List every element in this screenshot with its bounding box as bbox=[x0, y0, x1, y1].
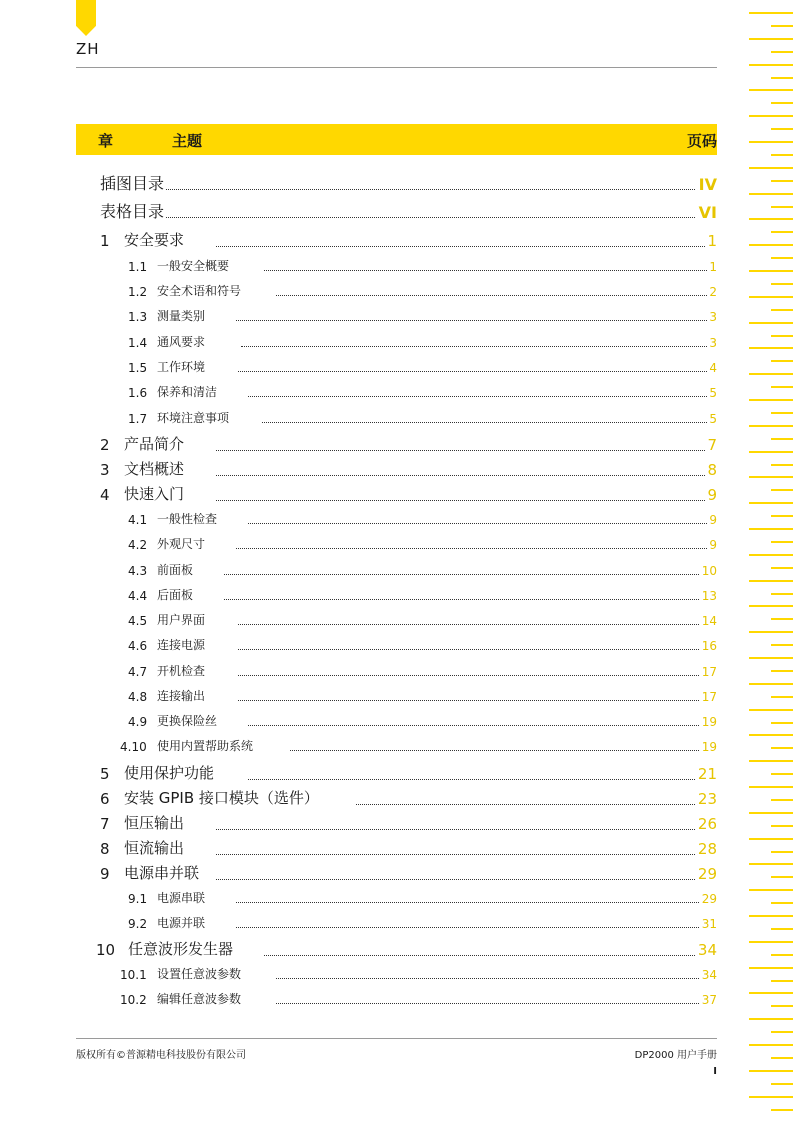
edge-mark bbox=[771, 464, 793, 466]
toc-entry-page: 3 bbox=[709, 310, 717, 324]
toc-section-entry[interactable] bbox=[76, 283, 717, 299]
dot-leader bbox=[236, 902, 699, 903]
toc-entry-title: 保养和清洁 bbox=[157, 385, 218, 399]
toc-entry-title: 表格目录 bbox=[100, 202, 165, 221]
edge-mark bbox=[771, 231, 793, 233]
edge-mark bbox=[749, 218, 793, 220]
toc-section-entry[interactable] bbox=[76, 536, 717, 552]
dot-leader bbox=[262, 422, 707, 423]
toc-entry-page: 23 bbox=[697, 790, 717, 808]
edge-mark bbox=[771, 618, 793, 620]
dot-leader bbox=[248, 779, 695, 780]
edge-mark bbox=[771, 360, 793, 362]
toc-chapter-entry[interactable] bbox=[76, 484, 717, 504]
toc-entry-number: 10.2 bbox=[120, 993, 147, 1007]
toc-entry-title: 一般性检查 bbox=[157, 512, 218, 526]
toc-section-entry[interactable] bbox=[76, 587, 717, 603]
edge-mark bbox=[771, 954, 793, 956]
edge-mark bbox=[771, 773, 793, 775]
toc-entry-title: 电源串联 bbox=[157, 891, 206, 905]
toc-entry-page: 16 bbox=[701, 639, 717, 653]
toc-entry-page: 2 bbox=[709, 285, 717, 299]
edge-mark bbox=[749, 270, 793, 272]
toc-section-entry[interactable] bbox=[76, 334, 717, 350]
edge-mark bbox=[749, 12, 793, 14]
toc-entry-number: 4.2 bbox=[128, 538, 148, 552]
toc-entry-page: 9 bbox=[707, 486, 717, 504]
edge-mark bbox=[771, 1005, 793, 1007]
toc-chapter-entry[interactable] bbox=[76, 939, 717, 959]
toc-entry-title: 恒流输出 bbox=[124, 839, 185, 857]
edge-mark bbox=[749, 347, 793, 349]
edge-mark bbox=[771, 386, 793, 388]
toc-section-entry[interactable] bbox=[76, 713, 717, 729]
toc-section-entry[interactable] bbox=[76, 688, 717, 704]
toc-entry-title: 用户界面 bbox=[157, 613, 206, 627]
dot-leader bbox=[276, 978, 699, 979]
toc-entry-number: 2 bbox=[100, 436, 110, 454]
toc-section-entry[interactable] bbox=[76, 384, 717, 400]
toc-entry-title: 一般安全概要 bbox=[157, 259, 230, 273]
edge-mark bbox=[749, 967, 793, 969]
edge-mark bbox=[749, 322, 793, 324]
toc-entry-page: 34 bbox=[701, 968, 717, 982]
dot-leader bbox=[238, 624, 699, 625]
dot-leader bbox=[166, 189, 695, 190]
edge-mark bbox=[771, 335, 793, 337]
toc-entry-number: 10.1 bbox=[120, 968, 147, 982]
toc-entry-title: 使用保护功能 bbox=[124, 764, 215, 782]
toc-entry-title: 通风要求 bbox=[157, 335, 206, 349]
toc-entry-number: 4.9 bbox=[128, 715, 148, 729]
edge-mark bbox=[771, 696, 793, 698]
toc-entry-page: 13 bbox=[701, 589, 717, 603]
edge-mark bbox=[771, 128, 793, 130]
edge-mark bbox=[749, 915, 793, 917]
edge-mark bbox=[771, 851, 793, 853]
edge-mark bbox=[749, 502, 793, 504]
edge-mark bbox=[749, 193, 793, 195]
toc-entry-page: 9 bbox=[709, 538, 717, 552]
edge-mark bbox=[749, 296, 793, 298]
dot-leader bbox=[276, 295, 707, 296]
edge-mark bbox=[749, 760, 793, 762]
edge-mark bbox=[771, 928, 793, 930]
edge-mark bbox=[771, 670, 793, 672]
edge-mark bbox=[749, 863, 793, 865]
toc-entry-number: 4 bbox=[100, 486, 110, 504]
edge-mark bbox=[771, 515, 793, 517]
dot-leader bbox=[224, 574, 699, 575]
toc-section-entry[interactable] bbox=[76, 511, 717, 527]
edge-mark bbox=[749, 451, 793, 453]
edge-mark bbox=[771, 644, 793, 646]
toc-entry-title: 电源串并联 bbox=[124, 864, 200, 882]
toc-entry-title: 前面板 bbox=[157, 563, 194, 577]
edge-mark bbox=[771, 412, 793, 414]
dot-leader bbox=[238, 675, 699, 676]
dot-leader bbox=[238, 371, 707, 372]
toc-entry-number: 5 bbox=[100, 765, 110, 783]
edge-mark bbox=[749, 373, 793, 375]
toc-entry-title: 快速入门 bbox=[124, 485, 185, 503]
edge-mark bbox=[771, 825, 793, 827]
dot-leader bbox=[264, 955, 695, 956]
edge-mark bbox=[749, 64, 793, 66]
dot-leader bbox=[216, 246, 705, 247]
dot-leader bbox=[216, 854, 695, 855]
toc-entry-number: 4.10 bbox=[120, 740, 147, 754]
header-page: 页码 bbox=[686, 132, 717, 150]
toc-entry-title: 插图目录 bbox=[100, 174, 165, 193]
toc-chapter-entry[interactable] bbox=[76, 434, 717, 454]
toc-entry-page: 29 bbox=[697, 865, 717, 883]
edge-mark bbox=[749, 476, 793, 478]
toc-entry-page: 1 bbox=[707, 232, 717, 250]
edge-mark bbox=[749, 631, 793, 633]
toc-entry-number: 9 bbox=[100, 865, 110, 883]
toc-entry-page: 14 bbox=[701, 614, 717, 628]
edge-mark bbox=[749, 1070, 793, 1072]
toc-entry-page: 37 bbox=[701, 993, 717, 1007]
toc-entry-title: 测量类别 bbox=[157, 309, 206, 323]
toc-entry-number: 6 bbox=[100, 790, 110, 808]
edge-mark bbox=[749, 812, 793, 814]
toc-entry-page: 26 bbox=[697, 815, 717, 833]
toc-section-entry[interactable] bbox=[76, 890, 717, 906]
edge-mark bbox=[771, 1031, 793, 1033]
dot-leader bbox=[356, 804, 695, 805]
toc-entry-title: 连接输出 bbox=[157, 689, 206, 703]
edge-mark bbox=[771, 1109, 793, 1111]
toc-entry-page: 5 bbox=[709, 412, 717, 426]
toc-entry-title: 连接电源 bbox=[157, 638, 206, 652]
edge-mark bbox=[771, 102, 793, 104]
edge-mark bbox=[771, 980, 793, 982]
dot-leader bbox=[238, 649, 699, 650]
toc-entry-title: 工作环境 bbox=[157, 360, 206, 374]
toc-entry-number: 1.5 bbox=[128, 361, 148, 375]
toc-entry-page: 17 bbox=[701, 665, 717, 679]
toc-entry-page: IV bbox=[698, 175, 717, 194]
toc-front-entry[interactable] bbox=[76, 200, 717, 222]
dot-leader bbox=[216, 879, 695, 880]
edge-mark bbox=[749, 605, 793, 607]
dot-leader bbox=[248, 396, 707, 397]
edge-mark bbox=[771, 180, 793, 182]
edge-mark bbox=[771, 593, 793, 595]
edge-mark bbox=[749, 709, 793, 711]
toc-entry-page: 28 bbox=[697, 840, 717, 858]
toc-entry-title: 外观尺寸 bbox=[157, 537, 206, 551]
toc-entry-number: 1.3 bbox=[128, 310, 148, 324]
toc-chapter-entry[interactable] bbox=[76, 813, 717, 833]
header-topic: 主题 bbox=[172, 132, 203, 150]
toc-front-entry[interactable] bbox=[76, 172, 717, 194]
toc-entry-title: 更换保险丝 bbox=[157, 714, 218, 728]
toc-entry-title: 安装 GPIB 接口模块（选件） bbox=[124, 789, 319, 807]
edge-mark bbox=[749, 399, 793, 401]
toc-entry-title: 产品简介 bbox=[124, 435, 185, 453]
bottom-divider bbox=[76, 1038, 717, 1039]
toc-chapter-entry[interactable] bbox=[76, 838, 717, 858]
toc-entry-number: 1.7 bbox=[128, 412, 148, 426]
edge-mark bbox=[749, 889, 793, 891]
dot-leader bbox=[290, 750, 699, 751]
toc-entry-title: 安全术语和符号 bbox=[157, 284, 242, 298]
edge-mark bbox=[749, 786, 793, 788]
edge-mark bbox=[749, 1044, 793, 1046]
dot-leader bbox=[238, 700, 699, 701]
footer-copyright: 版权所有©普源精电科技股份有限公司 bbox=[76, 1050, 246, 1061]
table-of-contents bbox=[76, 0, 717, 1122]
toc-entry-title: 安全要求 bbox=[124, 231, 185, 249]
toc-section-entry[interactable] bbox=[76, 308, 717, 324]
dot-leader bbox=[236, 927, 699, 928]
edge-mark bbox=[771, 77, 793, 79]
toc-entry-number: 1.4 bbox=[128, 336, 148, 350]
toc-entry-title: 电源并联 bbox=[157, 916, 206, 930]
toc-entry-page: 31 bbox=[701, 917, 717, 931]
toc-entry-number: 7 bbox=[100, 815, 110, 833]
edge-mark bbox=[771, 799, 793, 801]
toc-entry-number: 4.3 bbox=[128, 564, 148, 578]
toc-entry-title: 使用内置帮助系统 bbox=[157, 739, 254, 753]
toc-entry-title: 任意波形发生器 bbox=[128, 940, 234, 958]
toc-chapter-entry[interactable] bbox=[76, 763, 717, 783]
dot-leader bbox=[236, 320, 707, 321]
toc-entry-title: 设置任意波参数 bbox=[157, 967, 242, 981]
edge-mark bbox=[749, 1018, 793, 1020]
toc-section-entry[interactable] bbox=[76, 966, 717, 982]
toc-section-entry[interactable] bbox=[76, 562, 717, 578]
dot-leader bbox=[248, 523, 707, 524]
edge-mark bbox=[771, 567, 793, 569]
edge-mark bbox=[749, 554, 793, 556]
edge-mark bbox=[749, 941, 793, 943]
dot-leader bbox=[216, 475, 705, 476]
toc-chapter-entry[interactable] bbox=[76, 863, 717, 883]
dot-leader bbox=[236, 548, 707, 549]
toc-entry-number: 8 bbox=[100, 840, 110, 858]
toc-entry-page: 10 bbox=[701, 564, 717, 578]
edge-mark bbox=[749, 683, 793, 685]
edge-mark bbox=[771, 1083, 793, 1085]
edge-mark bbox=[771, 51, 793, 53]
toc-entry-number: 1.1 bbox=[128, 260, 148, 274]
edge-mark bbox=[771, 1057, 793, 1059]
toc-section-entry[interactable] bbox=[76, 637, 717, 653]
edge-mark bbox=[749, 992, 793, 994]
toc-entry-page: 7 bbox=[707, 436, 717, 454]
toc-section-entry[interactable] bbox=[76, 410, 717, 426]
edge-mark bbox=[771, 257, 793, 259]
footer-doc-title: DP2000 用户手册 bbox=[634, 1050, 717, 1061]
edge-mark bbox=[749, 89, 793, 91]
toc-chapter-entry[interactable] bbox=[76, 459, 717, 479]
toc-entry-title: 编辑任意波参数 bbox=[157, 992, 242, 1006]
toc-entry-number: 1 bbox=[100, 232, 110, 250]
edge-mark bbox=[749, 425, 793, 427]
toc-entry-page: 3 bbox=[709, 336, 717, 350]
edge-mark bbox=[771, 154, 793, 156]
toc-entry-page: 1 bbox=[709, 260, 717, 274]
edge-mark bbox=[771, 876, 793, 878]
edge-thumb-index bbox=[747, 0, 793, 1122]
edge-mark bbox=[749, 167, 793, 169]
toc-section-entry[interactable] bbox=[76, 612, 717, 628]
toc-entry-page: 29 bbox=[701, 892, 717, 906]
toc-entry-page: 4 bbox=[709, 361, 717, 375]
toc-entry-number: 9.2 bbox=[128, 917, 148, 931]
toc-entry-number: 3 bbox=[100, 461, 110, 479]
toc-entry-page: 21 bbox=[697, 765, 717, 783]
toc-chapter-entry[interactable] bbox=[76, 230, 717, 250]
toc-entry-page: 19 bbox=[701, 715, 717, 729]
dot-leader bbox=[248, 725, 699, 726]
edge-mark bbox=[771, 489, 793, 491]
edge-mark bbox=[771, 206, 793, 208]
edge-mark bbox=[771, 722, 793, 724]
toc-entry-number: 4.1 bbox=[128, 513, 148, 527]
edge-mark bbox=[749, 734, 793, 736]
toc-entry-page: 34 bbox=[697, 941, 717, 959]
toc-entry-title: 开机检查 bbox=[157, 664, 206, 678]
toc-entry-title: 恒压输出 bbox=[124, 814, 185, 832]
toc-section-entry[interactable] bbox=[76, 258, 717, 274]
toc-chapter-entry[interactable] bbox=[76, 788, 717, 808]
dot-leader bbox=[224, 599, 699, 600]
toc-entry-number: 4.6 bbox=[128, 639, 148, 653]
toc-entry-number: 1.6 bbox=[128, 386, 148, 400]
toc-section-entry[interactable] bbox=[76, 663, 717, 679]
edge-mark bbox=[749, 528, 793, 530]
edge-mark bbox=[749, 580, 793, 582]
toc-section-entry[interactable] bbox=[76, 738, 717, 754]
edge-mark bbox=[749, 1096, 793, 1098]
toc-section-entry[interactable] bbox=[76, 915, 717, 931]
toc-entry-number: 9.1 bbox=[128, 892, 148, 906]
header-chapter: 章 bbox=[98, 132, 114, 150]
toc-section-entry[interactable] bbox=[76, 359, 717, 375]
toc-entry-page: 19 bbox=[701, 740, 717, 754]
toc-entry-number: 4.5 bbox=[128, 614, 148, 628]
edge-mark bbox=[749, 657, 793, 659]
dot-leader bbox=[216, 829, 695, 830]
dot-leader bbox=[241, 346, 707, 347]
edge-mark bbox=[771, 747, 793, 749]
edge-mark bbox=[771, 902, 793, 904]
dot-leader bbox=[276, 1003, 699, 1004]
dot-leader bbox=[264, 270, 707, 271]
edge-mark bbox=[771, 309, 793, 311]
toc-entry-title: 后面板 bbox=[157, 588, 194, 602]
edge-mark bbox=[749, 115, 793, 117]
toc-entry-title: 环境注意事项 bbox=[157, 411, 230, 425]
language-code: ZH bbox=[76, 40, 100, 58]
toc-entry-page: 5 bbox=[709, 386, 717, 400]
toc-entry-number: 4.8 bbox=[128, 690, 148, 704]
edge-mark bbox=[749, 838, 793, 840]
edge-mark bbox=[771, 283, 793, 285]
dot-leader bbox=[216, 500, 705, 501]
page-number: I bbox=[713, 1066, 717, 1077]
toc-entry-number: 4.4 bbox=[128, 589, 148, 603]
toc-entry-page: VI bbox=[698, 203, 717, 222]
edge-mark bbox=[771, 438, 793, 440]
toc-entry-number: 1.2 bbox=[128, 285, 148, 299]
toc-entry-page: 17 bbox=[701, 690, 717, 704]
edge-mark bbox=[749, 244, 793, 246]
toc-entry-number: 10 bbox=[96, 941, 116, 959]
edge-mark bbox=[771, 541, 793, 543]
dot-leader bbox=[166, 217, 695, 218]
edge-mark bbox=[771, 25, 793, 27]
toc-entry-title: 文档概述 bbox=[124, 460, 185, 478]
toc-entry-page: 8 bbox=[707, 461, 717, 479]
toc-section-entry[interactable] bbox=[76, 991, 717, 1007]
edge-mark bbox=[749, 141, 793, 143]
toc-entry-page: 9 bbox=[709, 513, 717, 527]
toc-entry-number: 4.7 bbox=[128, 665, 148, 679]
dot-leader bbox=[216, 450, 705, 451]
edge-mark bbox=[749, 38, 793, 40]
